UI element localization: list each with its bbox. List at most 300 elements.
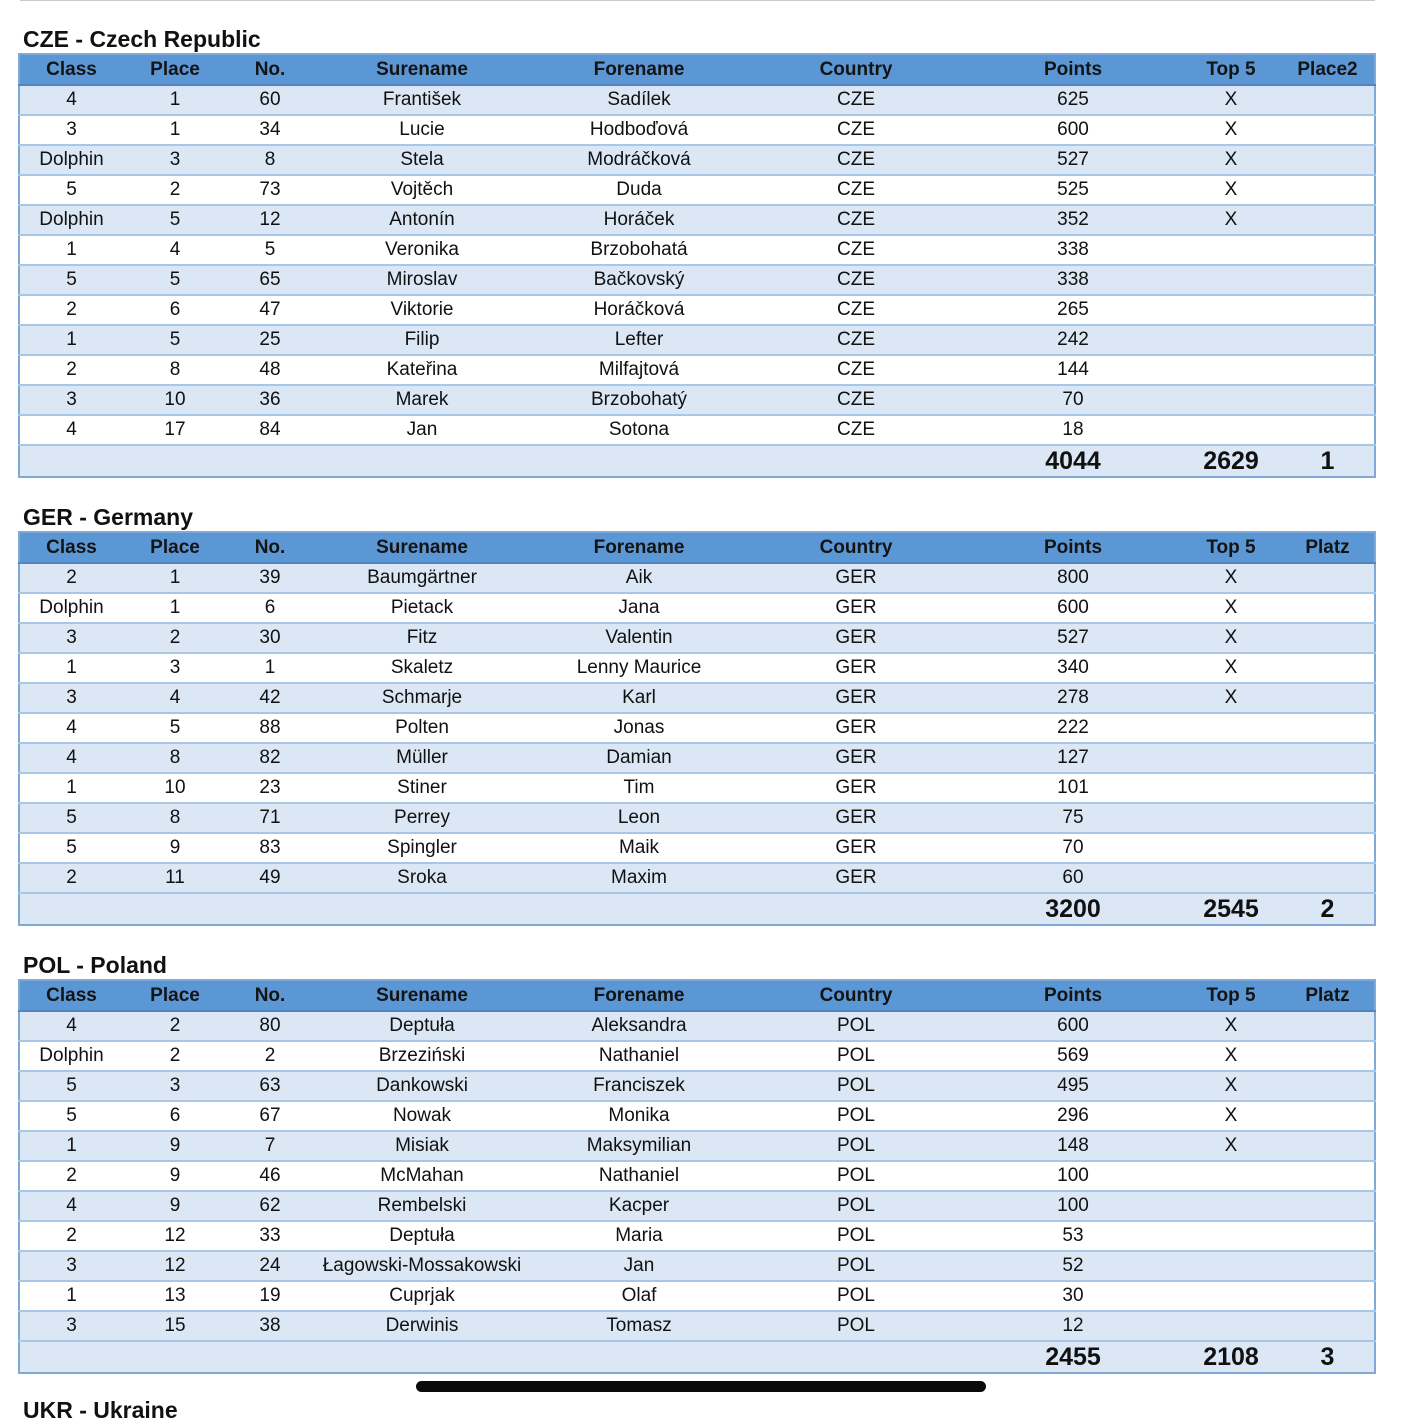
table-cell: 2 bbox=[123, 623, 227, 653]
section-title: CZE - Czech Republic bbox=[23, 26, 261, 52]
table-row bbox=[19, 773, 1375, 803]
table-cell: 46 bbox=[227, 1161, 313, 1191]
total-blank-cell bbox=[531, 1341, 747, 1373]
table-cell: POL bbox=[747, 1131, 965, 1161]
table-cell: McMahan bbox=[313, 1161, 531, 1191]
table-cell: 3 bbox=[19, 1251, 123, 1281]
table-row bbox=[19, 1311, 1375, 1341]
table-cell: 4 bbox=[19, 85, 123, 115]
table-cell: GER bbox=[747, 803, 965, 833]
table-cell: Lefter bbox=[531, 325, 747, 355]
table-cell: 70 bbox=[965, 833, 1181, 863]
table-cell: 2 bbox=[19, 863, 123, 893]
table-cell: 5 bbox=[19, 833, 123, 863]
table-cell: 34 bbox=[227, 115, 313, 145]
table-cell: 5 bbox=[123, 205, 227, 235]
table-cell: Lenny Maurice bbox=[531, 653, 747, 683]
table-cell: 800 bbox=[965, 563, 1181, 593]
table-cell: 1 bbox=[227, 653, 313, 683]
table-row bbox=[19, 593, 1375, 623]
column-header: Top 5 bbox=[1181, 532, 1281, 563]
table-cell: X bbox=[1181, 653, 1281, 683]
table-cell-empty bbox=[1281, 1071, 1375, 1101]
column-header: Points bbox=[965, 54, 1181, 85]
table-row bbox=[19, 1101, 1375, 1131]
table-cell: 8 bbox=[227, 145, 313, 175]
table-cell bbox=[1181, 863, 1281, 893]
table-cell: Kateřina bbox=[313, 355, 531, 385]
table-cell: 48 bbox=[227, 355, 313, 385]
total-blank-cell bbox=[313, 893, 531, 925]
header-row bbox=[19, 54, 1375, 85]
table-cell: 338 bbox=[965, 235, 1181, 265]
table-cell: 2 bbox=[19, 295, 123, 325]
table-cell: X bbox=[1181, 85, 1281, 115]
table-cell: Perrey bbox=[313, 803, 531, 833]
table-cell: 13 bbox=[123, 1281, 227, 1311]
table-row bbox=[19, 235, 1375, 265]
table-cell: 4 bbox=[19, 743, 123, 773]
table-row bbox=[19, 115, 1375, 145]
table-row bbox=[19, 1191, 1375, 1221]
table-cell: Damian bbox=[531, 743, 747, 773]
table-row bbox=[19, 295, 1375, 325]
table-cell bbox=[1181, 355, 1281, 385]
table-cell: GER bbox=[747, 713, 965, 743]
table-cell: Rembelski bbox=[313, 1191, 531, 1221]
table-cell-empty bbox=[1281, 1221, 1375, 1251]
table-cell: 5 bbox=[123, 713, 227, 743]
table-cell-empty bbox=[1281, 115, 1375, 145]
table-cell: 1 bbox=[123, 115, 227, 145]
column-header-place: Platz bbox=[1281, 980, 1375, 1011]
column-header: Class bbox=[19, 54, 123, 85]
team-section bbox=[18, 951, 1374, 1374]
table-cell-empty bbox=[1281, 1041, 1375, 1071]
table-row bbox=[19, 1131, 1375, 1161]
table-cell: 67 bbox=[227, 1101, 313, 1131]
table-row bbox=[19, 803, 1375, 833]
table-row bbox=[19, 563, 1375, 593]
total-blank-cell bbox=[227, 1341, 313, 1373]
total-blank-cell bbox=[123, 893, 227, 925]
table-cell: 12 bbox=[123, 1251, 227, 1281]
section-title: GER - Germany bbox=[23, 504, 193, 530]
table-cell: 7 bbox=[227, 1131, 313, 1161]
table-cell: POL bbox=[747, 1311, 965, 1341]
table-row bbox=[19, 145, 1375, 175]
table-cell-empty bbox=[1281, 623, 1375, 653]
table-cell: 47 bbox=[227, 295, 313, 325]
table-cell: 2 bbox=[123, 1041, 227, 1071]
table-cell: 101 bbox=[965, 773, 1181, 803]
table-cell: X bbox=[1181, 683, 1281, 713]
table-cell bbox=[1181, 385, 1281, 415]
table-cell: 82 bbox=[227, 743, 313, 773]
table-cell: Maria bbox=[531, 1221, 747, 1251]
column-header: Surename bbox=[313, 532, 531, 563]
table-row bbox=[19, 1041, 1375, 1071]
table-cell: 1 bbox=[19, 325, 123, 355]
table-cell: 60 bbox=[965, 863, 1181, 893]
table-cell: Monika bbox=[531, 1101, 747, 1131]
total-blank-cell bbox=[747, 1341, 965, 1373]
table-cell: CZE bbox=[747, 85, 965, 115]
column-header: Class bbox=[19, 980, 123, 1011]
table-cell: Milfajtová bbox=[531, 355, 747, 385]
table-cell: 8 bbox=[123, 743, 227, 773]
table-row bbox=[19, 205, 1375, 235]
table-cell: CZE bbox=[747, 385, 965, 415]
table-row bbox=[19, 355, 1375, 385]
total-blank-cell bbox=[227, 893, 313, 925]
column-header: No. bbox=[227, 532, 313, 563]
table-cell: X bbox=[1181, 1101, 1281, 1131]
table-row bbox=[19, 1011, 1375, 1041]
table-cell: Nowak bbox=[313, 1101, 531, 1131]
table-cell: Karl bbox=[531, 683, 747, 713]
section-title: POL - Poland bbox=[23, 952, 167, 978]
table-row bbox=[19, 1071, 1375, 1101]
table-cell-empty bbox=[1281, 1251, 1375, 1281]
table-cell: 8 bbox=[123, 355, 227, 385]
table-cell: GER bbox=[747, 593, 965, 623]
table-cell-empty bbox=[1281, 563, 1375, 593]
table-cell-empty bbox=[1281, 743, 1375, 773]
table-cell: GER bbox=[747, 623, 965, 653]
table-cell: 625 bbox=[965, 85, 1181, 115]
table-cell: X bbox=[1181, 593, 1281, 623]
table-cell bbox=[1181, 713, 1281, 743]
table-cell: 4 bbox=[19, 1191, 123, 1221]
table-cell-empty bbox=[1281, 773, 1375, 803]
table-cell bbox=[1181, 1191, 1281, 1221]
table-cell: 352 bbox=[965, 205, 1181, 235]
table-cell bbox=[1181, 1281, 1281, 1311]
table-cell: 5 bbox=[227, 235, 313, 265]
table-cell: 338 bbox=[965, 265, 1181, 295]
table-cell bbox=[1181, 415, 1281, 445]
table-cell: Vojtěch bbox=[313, 175, 531, 205]
table-cell: 30 bbox=[965, 1281, 1181, 1311]
table-cell-empty bbox=[1281, 1161, 1375, 1191]
table-cell: Marek bbox=[313, 385, 531, 415]
table-row bbox=[19, 325, 1375, 355]
table-cell: GER bbox=[747, 773, 965, 803]
table-cell bbox=[1181, 1221, 1281, 1251]
table-cell-empty bbox=[1281, 295, 1375, 325]
table-cell: Lucie bbox=[313, 115, 531, 145]
table-cell: 1 bbox=[123, 593, 227, 623]
table-cell: 75 bbox=[965, 803, 1181, 833]
table-cell-empty bbox=[1281, 863, 1375, 893]
table-cell: 12 bbox=[965, 1311, 1181, 1341]
table-cell-empty bbox=[1281, 653, 1375, 683]
table-cell: 600 bbox=[965, 593, 1181, 623]
table-cell: Sotona bbox=[531, 415, 747, 445]
table-cell: Dolphin bbox=[19, 145, 123, 175]
total-top5: 2629 bbox=[1181, 445, 1281, 477]
table-cell: X bbox=[1181, 205, 1281, 235]
table-cell: 1 bbox=[19, 1281, 123, 1311]
table-cell: 3 bbox=[19, 623, 123, 653]
total-blank-cell bbox=[747, 893, 965, 925]
column-header: Points bbox=[965, 532, 1181, 563]
table-cell: GER bbox=[747, 653, 965, 683]
column-header: Country bbox=[747, 980, 965, 1011]
table-cell: Cuprjak bbox=[313, 1281, 531, 1311]
table-cell bbox=[1181, 803, 1281, 833]
table-cell: Jan bbox=[531, 1251, 747, 1281]
table-cell: 18 bbox=[965, 415, 1181, 445]
column-header: Place bbox=[123, 54, 227, 85]
results-table bbox=[18, 531, 1376, 926]
table-cell: CZE bbox=[747, 175, 965, 205]
table-cell-empty bbox=[1281, 235, 1375, 265]
table-cell: 3 bbox=[19, 385, 123, 415]
results-table bbox=[18, 979, 1376, 1374]
table-cell: Horáčková bbox=[531, 295, 747, 325]
header-row bbox=[19, 532, 1375, 563]
column-header: Country bbox=[747, 532, 965, 563]
total-blank-cell bbox=[531, 445, 747, 477]
table-cell: 49 bbox=[227, 863, 313, 893]
table-row bbox=[19, 833, 1375, 863]
table-cell: 10 bbox=[123, 385, 227, 415]
table-cell: Antonín bbox=[313, 205, 531, 235]
table-cell: 2 bbox=[19, 1161, 123, 1191]
table-cell: Maxim bbox=[531, 863, 747, 893]
table-cell: Tim bbox=[531, 773, 747, 803]
table-cell: Kacper bbox=[531, 1191, 747, 1221]
total-blank-cell bbox=[747, 445, 965, 477]
table-cell: 42 bbox=[227, 683, 313, 713]
column-header: Forename bbox=[531, 532, 747, 563]
table-cell: 1 bbox=[19, 653, 123, 683]
table-cell: Hodboďová bbox=[531, 115, 747, 145]
table-cell: Polten bbox=[313, 713, 531, 743]
table-cell: 296 bbox=[965, 1101, 1181, 1131]
table-cell: 60 bbox=[227, 85, 313, 115]
column-header-place: Place2 bbox=[1281, 54, 1375, 85]
total-top5: 2108 bbox=[1181, 1341, 1281, 1373]
table-cell-empty bbox=[1281, 1311, 1375, 1341]
table-cell: GER bbox=[747, 833, 965, 863]
table-cell: CZE bbox=[747, 295, 965, 325]
table-cell: 3 bbox=[123, 1071, 227, 1101]
column-header-place: Platz bbox=[1281, 532, 1375, 563]
table-cell: 6 bbox=[227, 593, 313, 623]
table-row bbox=[19, 1251, 1375, 1281]
table-cell: Nathaniel bbox=[531, 1161, 747, 1191]
table-cell: CZE bbox=[747, 355, 965, 385]
table-cell: 9 bbox=[123, 833, 227, 863]
table-cell: Jan bbox=[313, 415, 531, 445]
table-cell: 9 bbox=[123, 1131, 227, 1161]
table-cell: 278 bbox=[965, 683, 1181, 713]
table-cell-empty bbox=[1281, 1191, 1375, 1221]
column-header: Top 5 bbox=[1181, 54, 1281, 85]
total-top5: 2545 bbox=[1181, 893, 1281, 925]
table-cell-empty bbox=[1281, 1101, 1375, 1131]
table-cell: Sadílek bbox=[531, 85, 747, 115]
table-cell: František bbox=[313, 85, 531, 115]
table-row bbox=[19, 85, 1375, 115]
table-cell: Olaf bbox=[531, 1281, 747, 1311]
table-cell: 569 bbox=[965, 1041, 1181, 1071]
table-cell: 5 bbox=[19, 1101, 123, 1131]
table-cell: X bbox=[1181, 115, 1281, 145]
table-cell: 63 bbox=[227, 1071, 313, 1101]
table-cell-empty bbox=[1281, 145, 1375, 175]
table-cell-empty bbox=[1281, 325, 1375, 355]
home-indicator[interactable] bbox=[416, 1381, 986, 1392]
column-header: Place bbox=[123, 980, 227, 1011]
total-row bbox=[19, 1341, 1375, 1373]
table-cell: Schmarje bbox=[313, 683, 531, 713]
table-cell: Misiak bbox=[313, 1131, 531, 1161]
table-cell: 12 bbox=[227, 205, 313, 235]
table-cell: Maik bbox=[531, 833, 747, 863]
table-cell: Jonas bbox=[531, 713, 747, 743]
table-cell: CZE bbox=[747, 115, 965, 145]
table-cell: Dankowski bbox=[313, 1071, 531, 1101]
table-cell: POL bbox=[747, 1011, 965, 1041]
table-row bbox=[19, 623, 1375, 653]
table-row bbox=[19, 1281, 1375, 1311]
table-cell: 144 bbox=[965, 355, 1181, 385]
table-cell: POL bbox=[747, 1161, 965, 1191]
table-cell: POL bbox=[747, 1041, 965, 1071]
table-cell: Tomasz bbox=[531, 1311, 747, 1341]
table-cell-empty bbox=[1281, 355, 1375, 385]
table-cell-empty bbox=[1281, 415, 1375, 445]
table-cell-empty bbox=[1281, 175, 1375, 205]
table-cell: Modráčková bbox=[531, 145, 747, 175]
table-cell: Valentin bbox=[531, 623, 747, 653]
table-cell-empty bbox=[1281, 205, 1375, 235]
table-cell: GER bbox=[747, 863, 965, 893]
table-cell: 3 bbox=[123, 145, 227, 175]
table-row bbox=[19, 175, 1375, 205]
total-blank-cell bbox=[19, 445, 123, 477]
table-cell: 52 bbox=[965, 1251, 1181, 1281]
table-cell: X bbox=[1181, 1011, 1281, 1041]
table-cell: 17 bbox=[123, 415, 227, 445]
table-cell: POL bbox=[747, 1221, 965, 1251]
table-cell-empty bbox=[1281, 593, 1375, 623]
header-row bbox=[19, 980, 1375, 1011]
table-row bbox=[19, 863, 1375, 893]
table-cell: Leon bbox=[531, 803, 747, 833]
total-points: 3200 bbox=[965, 893, 1181, 925]
table-cell: 15 bbox=[123, 1311, 227, 1341]
total-place: 2 bbox=[1281, 893, 1375, 925]
table-cell bbox=[1181, 265, 1281, 295]
table-cell: POL bbox=[747, 1071, 965, 1101]
table-cell: 3 bbox=[19, 115, 123, 145]
total-place: 3 bbox=[1281, 1341, 1375, 1373]
total-row bbox=[19, 445, 1375, 477]
table-row bbox=[19, 743, 1375, 773]
team-section bbox=[18, 503, 1374, 926]
table-cell: Maksymilian bbox=[531, 1131, 747, 1161]
table-cell: 1 bbox=[123, 85, 227, 115]
table-cell: 39 bbox=[227, 563, 313, 593]
table-cell: 527 bbox=[965, 145, 1181, 175]
results-table bbox=[18, 53, 1376, 478]
table-cell: 4 bbox=[123, 683, 227, 713]
table-cell: Skaletz bbox=[313, 653, 531, 683]
table-cell: 600 bbox=[965, 1011, 1181, 1041]
table-cell: 24 bbox=[227, 1251, 313, 1281]
column-header: Surename bbox=[313, 980, 531, 1011]
total-blank-cell bbox=[123, 445, 227, 477]
table-cell: Stela bbox=[313, 145, 531, 175]
table-cell: 9 bbox=[123, 1191, 227, 1221]
table-cell: 4 bbox=[19, 713, 123, 743]
table-cell: CZE bbox=[747, 235, 965, 265]
table-cell: Bačkovský bbox=[531, 265, 747, 295]
table-cell: Brzeziński bbox=[313, 1041, 531, 1071]
total-blank-cell bbox=[123, 1341, 227, 1373]
team-section bbox=[18, 25, 1374, 478]
table-cell: 36 bbox=[227, 385, 313, 415]
table-cell: Brzobohatý bbox=[531, 385, 747, 415]
table-cell: 600 bbox=[965, 115, 1181, 145]
column-header: No. bbox=[227, 54, 313, 85]
table-cell: Jana bbox=[531, 593, 747, 623]
table-cell: 33 bbox=[227, 1221, 313, 1251]
table-cell: Nathaniel bbox=[531, 1041, 747, 1071]
table-cell: POL bbox=[747, 1281, 965, 1311]
table-cell: 5 bbox=[19, 265, 123, 295]
table-cell: 5 bbox=[19, 803, 123, 833]
table-cell: Viktorie bbox=[313, 295, 531, 325]
column-header: Top 5 bbox=[1181, 980, 1281, 1011]
table-cell-empty bbox=[1281, 803, 1375, 833]
table-cell: GER bbox=[747, 683, 965, 713]
table-cell: 340 bbox=[965, 653, 1181, 683]
table-cell-empty bbox=[1281, 85, 1375, 115]
table-cell: Franciszek bbox=[531, 1071, 747, 1101]
table-cell bbox=[1181, 325, 1281, 355]
table-cell: X bbox=[1181, 1071, 1281, 1101]
table-cell: 88 bbox=[227, 713, 313, 743]
table-cell: 148 bbox=[965, 1131, 1181, 1161]
table-cell: 9 bbox=[123, 1161, 227, 1191]
table-cell-empty bbox=[1281, 1011, 1375, 1041]
table-cell: 4 bbox=[19, 1011, 123, 1041]
table-cell: 38 bbox=[227, 1311, 313, 1341]
table-cell bbox=[1181, 295, 1281, 325]
table-cell: Miroslav bbox=[313, 265, 531, 295]
table-cell: 3 bbox=[19, 683, 123, 713]
table-cell-empty bbox=[1281, 683, 1375, 713]
table-cell: 8 bbox=[123, 803, 227, 833]
table-cell: 5 bbox=[123, 325, 227, 355]
table-cell: 80 bbox=[227, 1011, 313, 1041]
column-header: Country bbox=[747, 54, 965, 85]
table-cell bbox=[1181, 773, 1281, 803]
table-cell: 2 bbox=[19, 355, 123, 385]
table-cell: 53 bbox=[965, 1221, 1181, 1251]
table-cell: GER bbox=[747, 563, 965, 593]
table-row bbox=[19, 653, 1375, 683]
table-cell: Fitz bbox=[313, 623, 531, 653]
table-cell: 71 bbox=[227, 803, 313, 833]
total-blank-cell bbox=[313, 445, 531, 477]
